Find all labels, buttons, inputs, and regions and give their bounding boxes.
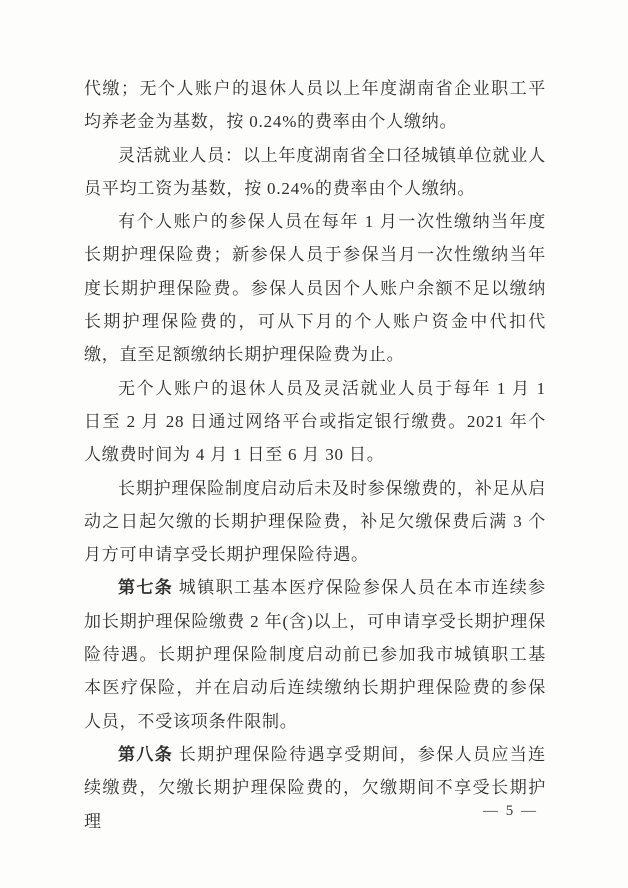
paragraph-text: 城镇职工基本医疗保险参保人员在本市连续参加长期护理保险缴费 2 年(含)以上，可申请享受长期护理保险待遇。长期护理保险制度启动前已参加我市城镇职工基本医疗保险，并在启动后连续缴纳长期护理保险费的参保人员，不受该项条件限制。 [84, 578, 546, 731]
paragraph [84, 372, 546, 472]
paragraph-text: 无个人账户的退休人员及灵活就业人员于每年 1 月 1 日至 2 月 28 日通过网络平台或指定银行缴费。2021 年个人缴费时间为 4 月 1 日至 6 月 30 日。 [84, 378, 546, 465]
paragraph-text: 代缴；无个人账户的退休人员以上年度湖南省企业职工平均养老金为基数，按 0.24%的费率由个人缴纳。 [84, 79, 546, 132]
paragraph-text: 灵活就业人员：以上年度湖南省全口径城镇单位就业人员平均工资为基数，按 0.24%的费率由个人缴纳。 [84, 145, 546, 198]
paragraph-text: 长期护理保险制度启动后未及时参保缴费的，补足从启动之日起欠缴的长期护理保险费，补足欠缴保费后满 3 个月方可申请享受长期护理保险待遇。 [84, 478, 546, 565]
paragraph [84, 72, 546, 139]
article-number-label: 第八条 [118, 744, 174, 764]
article-number-label: 第七条 [118, 578, 174, 598]
paragraph-text: 长期护理保险待遇享受期间，参保人员应当连续缴费，欠缴长期护理保险费的，欠缴期间不享受长期护理 [84, 744, 546, 831]
paragraph-text: 有个人账户的参保人员在每年 1 月一次性缴纳当年度长期护理保险费；新参保人员于参保当月一次性缴纳当年度长期护理保险费。参保人员因个人账户余额不足以缴纳长期护理保险费的，可从下月的个人账户资金中代扣代缴，直至足额缴纳长期护理保险费为止。 [84, 212, 546, 365]
paragraph [84, 738, 546, 838]
paragraph [84, 472, 546, 572]
page-number: — 5 — [483, 803, 538, 819]
paragraph [84, 139, 546, 206]
paragraph [84, 571, 546, 737]
document-body [84, 72, 546, 838]
paragraph [84, 205, 546, 371]
